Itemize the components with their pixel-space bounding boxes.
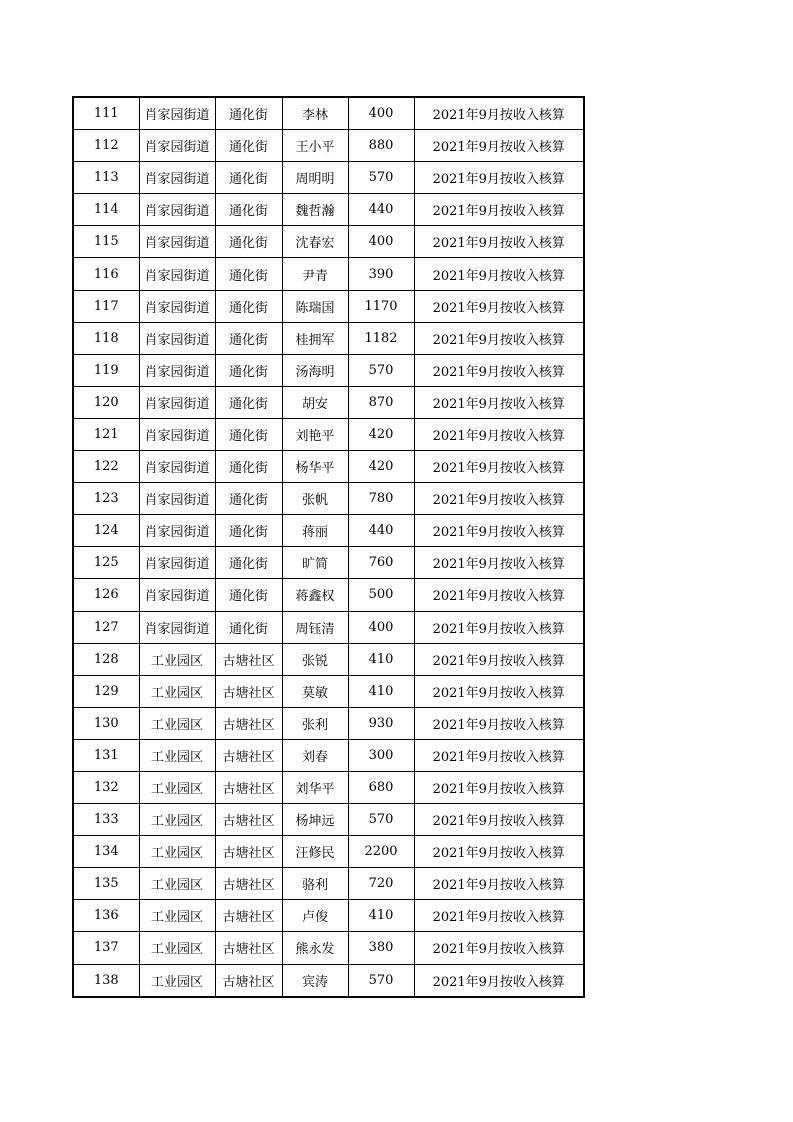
- name-cell: 桂拥军: [282, 322, 348, 354]
- street-cell: 工业园区: [139, 707, 215, 739]
- note-cell: 2021年9月按收入核算: [414, 451, 584, 483]
- name-cell: 胡安: [282, 386, 348, 418]
- table-row: [73, 964, 584, 997]
- table-row: [73, 354, 584, 386]
- row-number-cell: 125: [73, 547, 139, 579]
- note-cell: 2021年9月按收入核算: [414, 258, 584, 290]
- name-cell: 王小平: [282, 130, 348, 162]
- row-number-cell: 134: [73, 836, 139, 868]
- table-row: [73, 643, 584, 675]
- table-row: [73, 451, 584, 483]
- row-number-cell: 115: [73, 226, 139, 258]
- name-cell: 魏哲瀚: [282, 194, 348, 226]
- table-row: [73, 836, 584, 868]
- table-row: [73, 194, 584, 226]
- table-row: [73, 707, 584, 739]
- table-row: [73, 868, 584, 900]
- note-cell: 2021年9月按收入核算: [414, 130, 584, 162]
- note-cell: 2021年9月按收入核算: [414, 707, 584, 739]
- street-cell: 肖家园街道: [139, 515, 215, 547]
- note-cell: 2021年9月按收入核算: [414, 932, 584, 964]
- community-cell: 通化街: [215, 130, 282, 162]
- street-cell: 肖家园街道: [139, 483, 215, 515]
- amount-cell: 400: [348, 611, 414, 643]
- note-cell: 2021年9月按收入核算: [414, 643, 584, 675]
- street-cell: 肖家园街道: [139, 162, 215, 194]
- note-cell: 2021年9月按收入核算: [414, 547, 584, 579]
- community-cell: 通化街: [215, 226, 282, 258]
- name-cell: 汤海明: [282, 354, 348, 386]
- community-cell: 通化街: [215, 97, 282, 130]
- note-cell: 2021年9月按收入核算: [414, 386, 584, 418]
- table-body: [73, 97, 584, 997]
- community-cell: 通化街: [215, 290, 282, 322]
- note-cell: 2021年9月按收入核算: [414, 868, 584, 900]
- note-cell: 2021年9月按收入核算: [414, 804, 584, 836]
- note-cell: 2021年9月按收入核算: [414, 739, 584, 771]
- row-number-cell: 122: [73, 451, 139, 483]
- name-cell: 张利: [282, 707, 348, 739]
- street-cell: 肖家园街道: [139, 97, 215, 130]
- table-row: [73, 804, 584, 836]
- table-row: [73, 386, 584, 418]
- amount-cell: 500: [348, 579, 414, 611]
- community-cell: 古塘社区: [215, 868, 282, 900]
- table-row: [73, 130, 584, 162]
- community-cell: 古塘社区: [215, 804, 282, 836]
- table-row: [73, 579, 584, 611]
- note-cell: 2021年9月按收入核算: [414, 611, 584, 643]
- community-cell: 古塘社区: [215, 932, 282, 964]
- street-cell: 肖家园街道: [139, 451, 215, 483]
- row-number-cell: 130: [73, 707, 139, 739]
- community-cell: 通化街: [215, 515, 282, 547]
- street-cell: 肖家园街道: [139, 354, 215, 386]
- table-row: [73, 258, 584, 290]
- community-cell: 通化街: [215, 451, 282, 483]
- table-row: [73, 900, 584, 932]
- street-cell: 肖家园街道: [139, 258, 215, 290]
- row-number-cell: 128: [73, 643, 139, 675]
- street-cell: 工业园区: [139, 932, 215, 964]
- amount-cell: 680: [348, 771, 414, 803]
- row-number-cell: 119: [73, 354, 139, 386]
- amount-cell: 410: [348, 643, 414, 675]
- amount-cell: 870: [348, 386, 414, 418]
- street-cell: 工业园区: [139, 836, 215, 868]
- table-row: [73, 739, 584, 771]
- street-cell: 肖家园街道: [139, 611, 215, 643]
- community-cell: 古塘社区: [215, 964, 282, 997]
- name-cell: 莫敏: [282, 675, 348, 707]
- amount-cell: 570: [348, 964, 414, 997]
- amount-cell: 300: [348, 739, 414, 771]
- street-cell: 工业园区: [139, 804, 215, 836]
- amount-cell: 570: [348, 354, 414, 386]
- name-cell: 蒋丽: [282, 515, 348, 547]
- community-cell: 通化街: [215, 258, 282, 290]
- table-row: [73, 932, 584, 964]
- table-row: [73, 226, 584, 258]
- name-cell: 李林: [282, 97, 348, 130]
- name-cell: 杨坤远: [282, 804, 348, 836]
- amount-cell: 780: [348, 483, 414, 515]
- street-cell: 肖家园街道: [139, 290, 215, 322]
- note-cell: 2021年9月按收入核算: [414, 483, 584, 515]
- row-number-cell: 136: [73, 900, 139, 932]
- table-row: [73, 675, 584, 707]
- name-cell: 汪修民: [282, 836, 348, 868]
- amount-cell: 420: [348, 451, 414, 483]
- row-number-cell: 117: [73, 290, 139, 322]
- community-cell: 通化街: [215, 483, 282, 515]
- community-cell: 通化街: [215, 386, 282, 418]
- community-cell: 通化街: [215, 611, 282, 643]
- amount-cell: 400: [348, 97, 414, 130]
- amount-cell: 720: [348, 868, 414, 900]
- note-cell: 2021年9月按收入核算: [414, 836, 584, 868]
- note-cell: 2021年9月按收入核算: [414, 162, 584, 194]
- table-row: [73, 97, 584, 130]
- row-number-cell: 123: [73, 483, 139, 515]
- street-cell: 肖家园街道: [139, 547, 215, 579]
- amount-cell: 410: [348, 675, 414, 707]
- name-cell: 张帆: [282, 483, 348, 515]
- amount-cell: 440: [348, 194, 414, 226]
- amount-cell: 2200: [348, 836, 414, 868]
- street-cell: 工业园区: [139, 643, 215, 675]
- table-row: [73, 290, 584, 322]
- amount-cell: 420: [348, 418, 414, 450]
- community-cell: 通化街: [215, 579, 282, 611]
- street-cell: 工业园区: [139, 868, 215, 900]
- name-cell: 尹青: [282, 258, 348, 290]
- name-cell: 杨华平: [282, 451, 348, 483]
- name-cell: 刘艳平: [282, 418, 348, 450]
- street-cell: 肖家园街道: [139, 194, 215, 226]
- note-cell: 2021年9月按收入核算: [414, 226, 584, 258]
- amount-cell: 400: [348, 226, 414, 258]
- community-cell: 古塘社区: [215, 771, 282, 803]
- amount-cell: 410: [348, 900, 414, 932]
- community-cell: 通化街: [215, 547, 282, 579]
- table-row: [73, 611, 584, 643]
- name-cell: 周钰清: [282, 611, 348, 643]
- community-cell: 通化街: [215, 354, 282, 386]
- amount-cell: 930: [348, 707, 414, 739]
- table-row: [73, 771, 584, 803]
- note-cell: 2021年9月按收入核算: [414, 194, 584, 226]
- amount-cell: 380: [348, 932, 414, 964]
- row-number-cell: 132: [73, 771, 139, 803]
- row-number-cell: 113: [73, 162, 139, 194]
- row-number-cell: 114: [73, 194, 139, 226]
- name-cell: 张锐: [282, 643, 348, 675]
- street-cell: 肖家园街道: [139, 226, 215, 258]
- community-cell: 通化街: [215, 194, 282, 226]
- row-number-cell: 120: [73, 386, 139, 418]
- row-number-cell: 135: [73, 868, 139, 900]
- note-cell: 2021年9月按收入核算: [414, 771, 584, 803]
- amount-cell: 570: [348, 804, 414, 836]
- note-cell: 2021年9月按收入核算: [414, 964, 584, 997]
- name-cell: 蒋鑫权: [282, 579, 348, 611]
- amount-cell: 1182: [348, 322, 414, 354]
- community-cell: 古塘社区: [215, 900, 282, 932]
- street-cell: 肖家园街道: [139, 579, 215, 611]
- street-cell: 肖家园街道: [139, 386, 215, 418]
- name-cell: 陈瑞国: [282, 290, 348, 322]
- row-number-cell: 121: [73, 418, 139, 450]
- community-cell: 古塘社区: [215, 675, 282, 707]
- note-cell: 2021年9月按收入核算: [414, 97, 584, 130]
- street-cell: 工业园区: [139, 739, 215, 771]
- name-cell: 旷简: [282, 547, 348, 579]
- street-cell: 肖家园街道: [139, 130, 215, 162]
- community-cell: 通化街: [215, 322, 282, 354]
- row-number-cell: 126: [73, 579, 139, 611]
- name-cell: 卢俊: [282, 900, 348, 932]
- row-number-cell: 137: [73, 932, 139, 964]
- community-cell: 古塘社区: [215, 739, 282, 771]
- street-cell: 肖家园街道: [139, 322, 215, 354]
- name-cell: 刘华平: [282, 771, 348, 803]
- street-cell: 肖家园街道: [139, 418, 215, 450]
- note-cell: 2021年9月按收入核算: [414, 418, 584, 450]
- community-cell: 通化街: [215, 418, 282, 450]
- street-cell: 工业园区: [139, 964, 215, 997]
- community-cell: 通化街: [215, 162, 282, 194]
- row-number-cell: 129: [73, 675, 139, 707]
- row-number-cell: 133: [73, 804, 139, 836]
- row-number-cell: 116: [73, 258, 139, 290]
- note-cell: 2021年9月按收入核算: [414, 322, 584, 354]
- row-number-cell: 111: [73, 97, 139, 130]
- community-cell: 古塘社区: [215, 836, 282, 868]
- row-number-cell: 138: [73, 964, 139, 997]
- note-cell: 2021年9月按收入核算: [414, 900, 584, 932]
- note-cell: 2021年9月按收入核算: [414, 579, 584, 611]
- table-row: [73, 515, 584, 547]
- name-cell: 宾涛: [282, 964, 348, 997]
- amount-cell: 760: [348, 547, 414, 579]
- row-number-cell: 112: [73, 130, 139, 162]
- row-number-cell: 118: [73, 322, 139, 354]
- table-row: [73, 418, 584, 450]
- amount-cell: 880: [348, 130, 414, 162]
- amount-cell: 570: [348, 162, 414, 194]
- row-number-cell: 124: [73, 515, 139, 547]
- row-number-cell: 131: [73, 739, 139, 771]
- note-cell: 2021年9月按收入核算: [414, 290, 584, 322]
- street-cell: 工业园区: [139, 675, 215, 707]
- name-cell: 周明明: [282, 162, 348, 194]
- data-table: [72, 96, 585, 998]
- name-cell: 刘春: [282, 739, 348, 771]
- note-cell: 2021年9月按收入核算: [414, 354, 584, 386]
- note-cell: 2021年9月按收入核算: [414, 515, 584, 547]
- amount-cell: 1170: [348, 290, 414, 322]
- community-cell: 古塘社区: [215, 707, 282, 739]
- amount-cell: 440: [348, 515, 414, 547]
- table-row: [73, 547, 584, 579]
- table-row: [73, 322, 584, 354]
- table-row: [73, 162, 584, 194]
- community-cell: 古塘社区: [215, 643, 282, 675]
- row-number-cell: 127: [73, 611, 139, 643]
- name-cell: 骆利: [282, 868, 348, 900]
- name-cell: 熊永发: [282, 932, 348, 964]
- table-row: [73, 483, 584, 515]
- name-cell: 沈春宏: [282, 226, 348, 258]
- note-cell: 2021年9月按收入核算: [414, 675, 584, 707]
- street-cell: 工业园区: [139, 900, 215, 932]
- amount-cell: 390: [348, 258, 414, 290]
- street-cell: 工业园区: [139, 771, 215, 803]
